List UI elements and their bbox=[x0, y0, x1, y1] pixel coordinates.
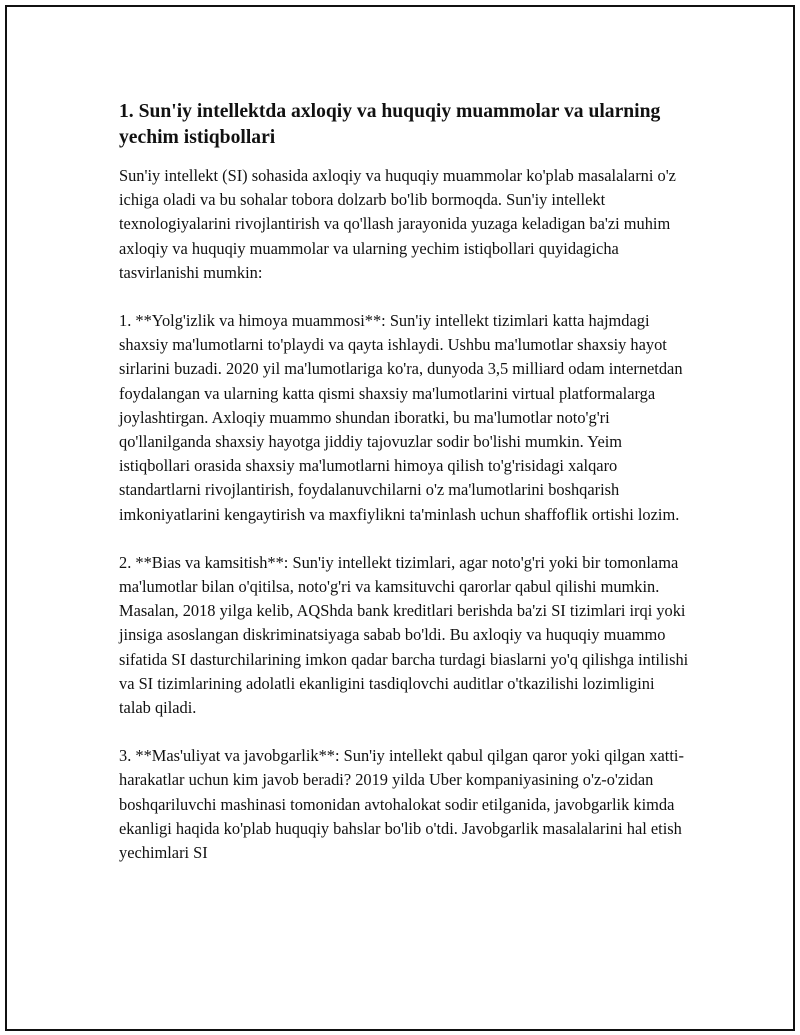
privacy-paragraph: 1. **Yolg'izlik va himoya muammosi**: Sun'iy intellekt tizimlari katta hajmdagi shaxsiy ma'lumotlarni to'playdi va qayta ishlaydi. Ushbu ma'lumotlar shaxsiy hayot sirlarini buzadi. 2020 yil ma'lumotlariga ko'ra, dunyoda 3,5 milliard odam internetdan foydalangan va ularning katta qismi shaxsiy ma'lumotlarini virtual platformalarga joylashtirgan. Axloqiy muammo shundan iboratki, bu ma'lumotlar noto'g'ri qo'llanilganda shaxsiy hayotga jiddiy tajovuzlar sodir bo'lishi mumkin. Yeim istiqbollari orasida shaxsiy ma'lumotlarni himoya qilish to'g'risidagi xalqaro standartlarni rivojlantirish, foydalanuvchilarni o'z ma'lumotlarini boshqarish imkoniyatlarini kengaytirish va maxfiylikni ta'minlash uchun shaffoflik ortishi lozim. bbox=[119, 311, 683, 524]
document-page bbox=[5, 5, 795, 1031]
responsibility-paragraph: 3. **Mas'uliyat va javobgarlik**: Sun'iy intellekt qabul qilgan qaror yoki qilgan xatti-harakatlar uchun kim javob beradi? 2019 yilda Uber kompaniyasining o'z-o'zidan boshqariluvchi mashinasi tomonidan avtohalokat sodir etilganida, javobgarlik kimda ekanligi haqida ko'plab huquqiy bahslar bo'lib o'tdi. Javobgarlik masalalarini hal etish yechimlari SI bbox=[119, 746, 684, 863]
section-heading: 1. Sun'iy intellektda axloqiy va huquqiy muammolar va ularning yechim istiqbollari bbox=[119, 101, 661, 148]
document-body bbox=[119, 99, 689, 889]
bias-paragraph: 2. **Bias va kamsitish**: Sun'iy intellekt tizimlari, agar noto'g'ri yoki bir tomonlama ma'lumotlar bilan o'qitilsa, noto'g'ri va kamsituvchi qarorlar qabul qilishi mumkin. Masalan, 2018 yilga kelib, AQShda bank kreditlari berishda ba'zi SI tizimlari irqi yoki jinsiga asoslangan diskriminatsiyaga sabab bo'ldi. Bu axloqiy va huquqiy muammo sifatida SI dasturchilarining imkon qadar barcha turdagi biaslarni yo'q qilishga intilishi va SI tizimlarining adolatli ekanligini tasdiqlovchi auditlar o'tkazilishi lozimligini talab qiladi. bbox=[119, 552, 689, 718]
intro-paragraph: Sun'iy intellekt (SI) sohasida axloqiy va huquqiy muammolar ko'plab masalalarni o'z ichiga oladi va bu sohalar tobora dolzarb bo'lib bormoqda. Sun'iy intellekt texnologiyalarini rivojlantirish va qo'llash jarayonida yuzaga keladigan ba'zi muhim axloqiy va huquqiy muammolar va ularning yechim istiqbollari quyidagicha tasvirlanishi mumkin: bbox=[119, 166, 676, 282]
